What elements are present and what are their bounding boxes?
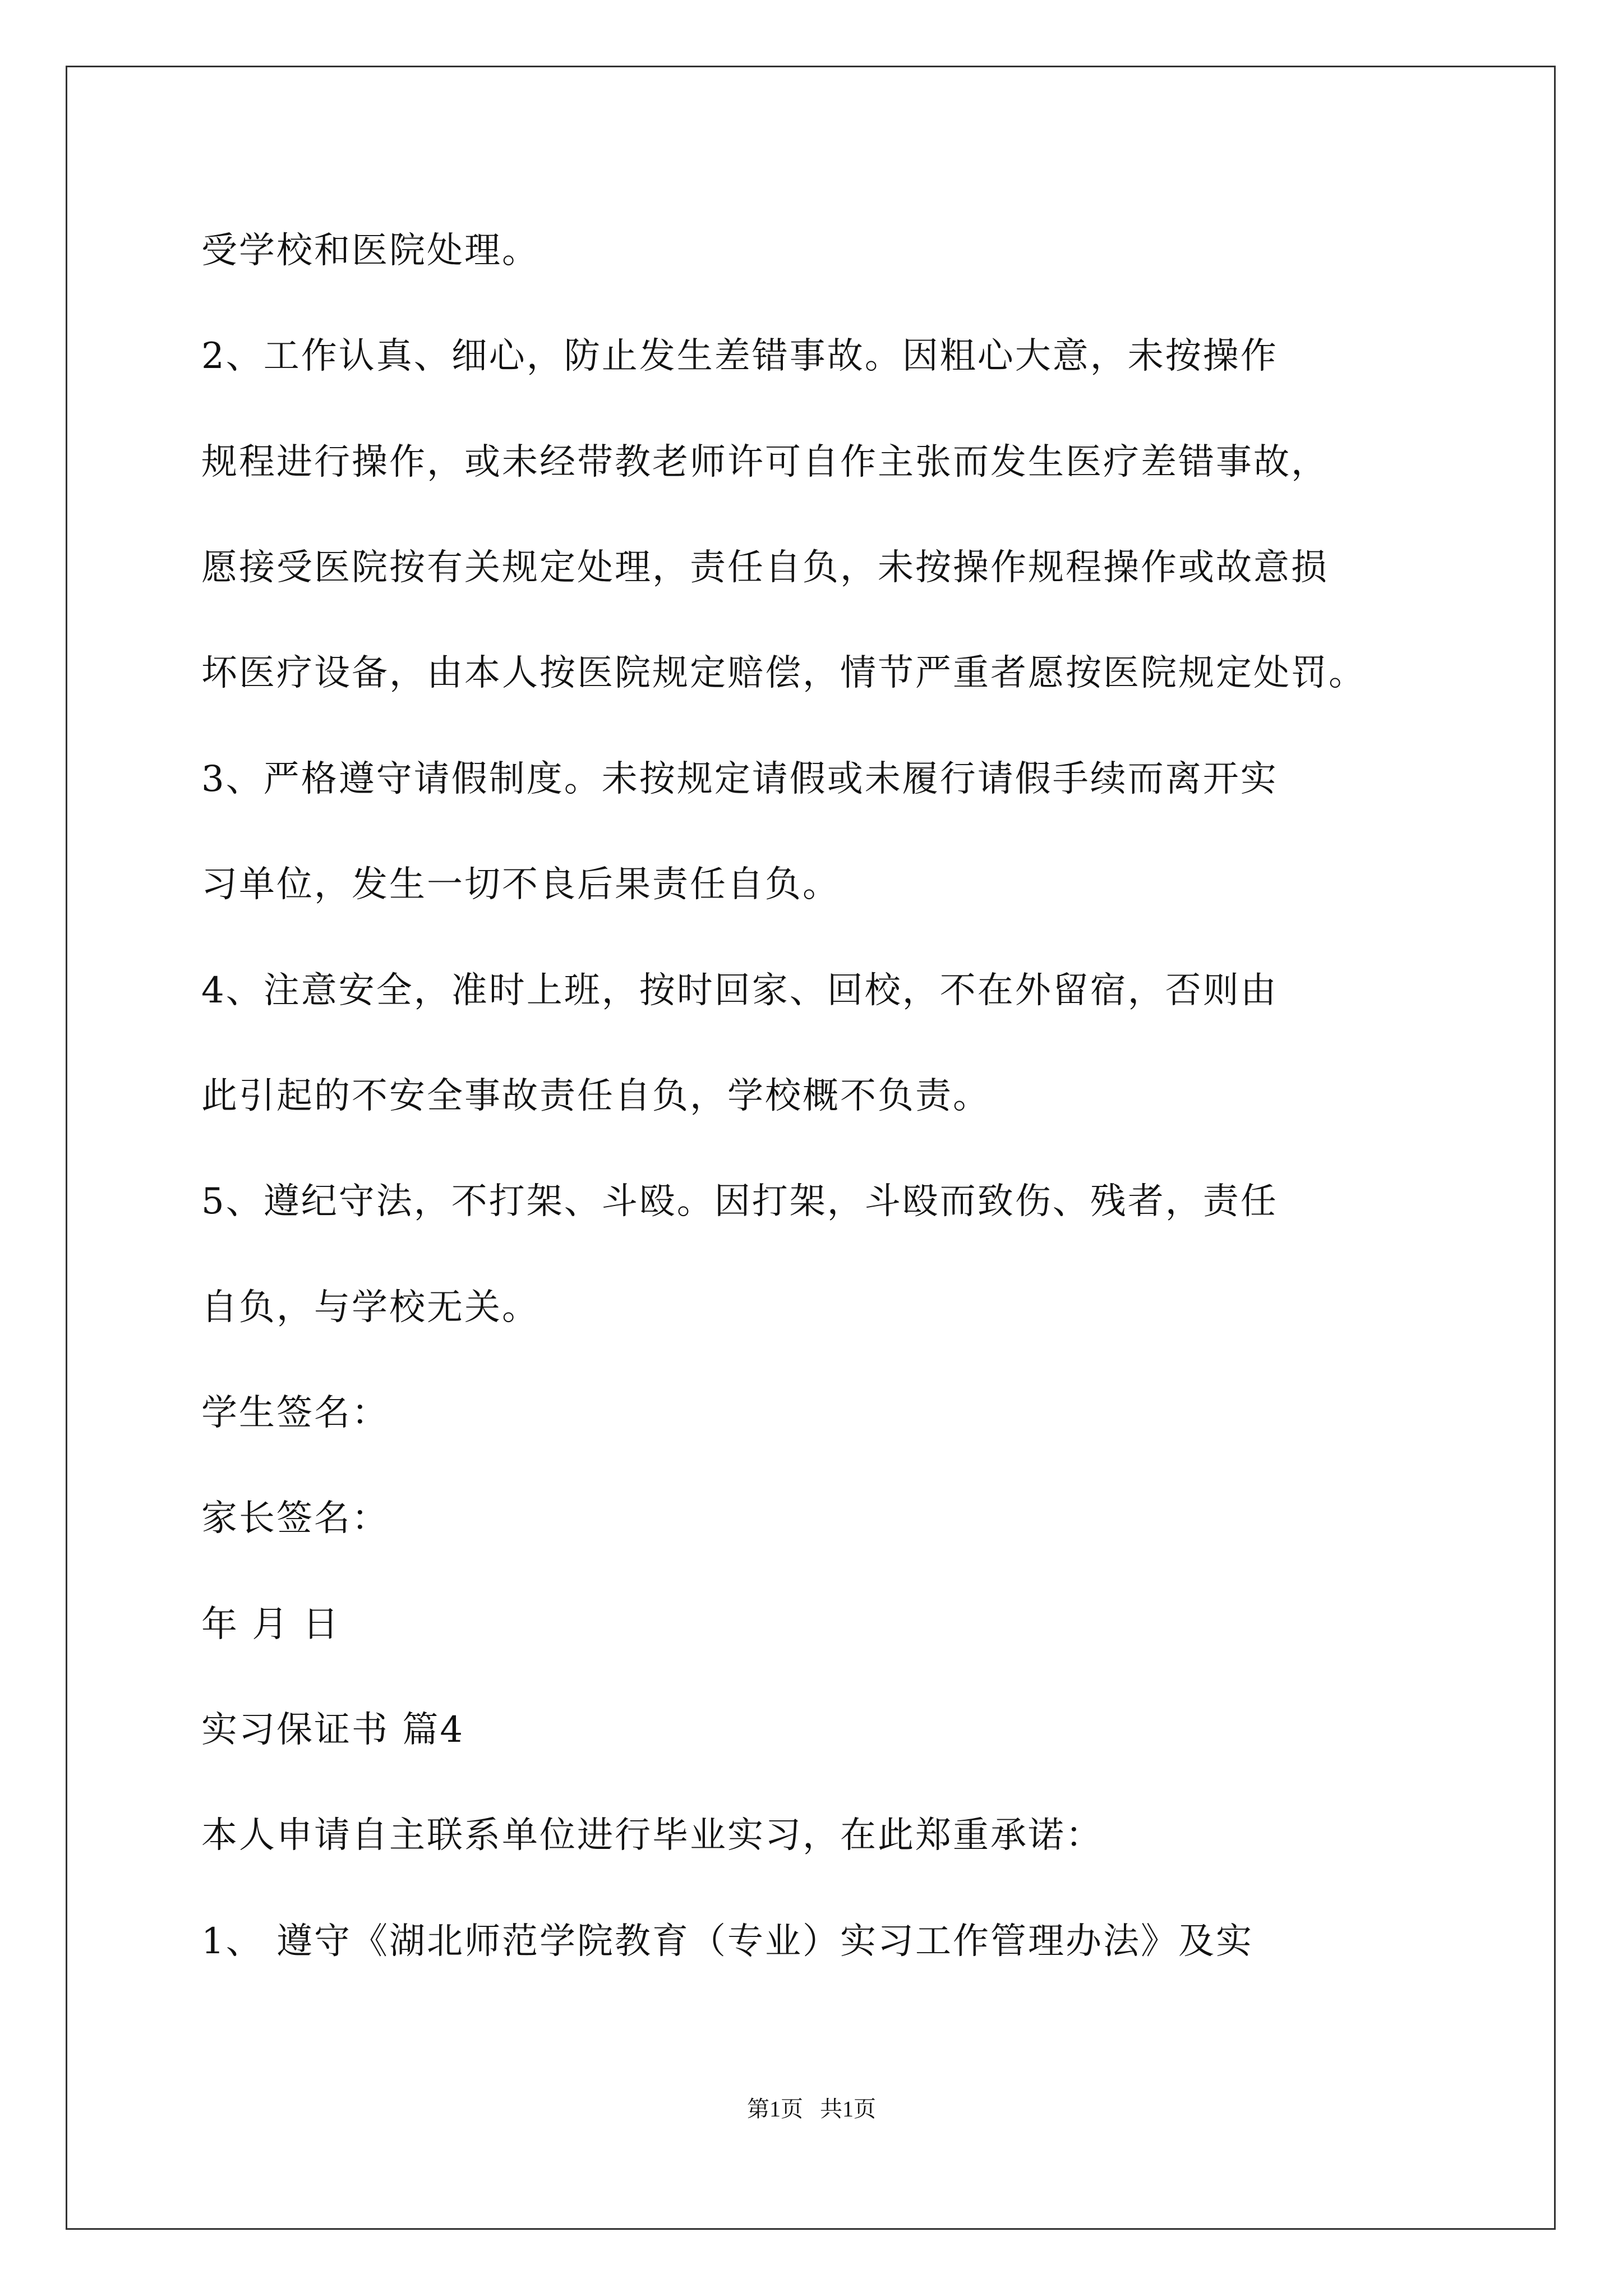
text-line: 受学校和医院处理。 [201,230,540,272]
page-border [66,66,1556,2230]
text-line: 4、注意安全，准时上班，按时回家、回校，不在外留宿，否则由 [201,970,1278,1011]
text-line: 5、遵纪守法，不打架、斗殴。因打架，斗殴而致伤、残者，责任 [201,1181,1278,1222]
page-footer: 第1页 共1页 [747,2096,876,2122]
parent-signature-line: 家长签名： [201,1498,389,1539]
text-line: 愿接受医院按有关规定处理，责任自负，未按操作规程操作或故意损 [201,547,1329,588]
text-line: 本人申请自主联系单位进行毕业实习，在此郑重承诺： [201,1815,1103,1856]
student-signature-line: 学生签名： [201,1392,389,1434]
text-line: 规程进行操作，或未经带教老师许可自作主张而发生医疗差错事故， [201,441,1329,483]
text-line: 习单位，发生一切不良后果责任自负。 [201,864,840,905]
section-heading: 实习保证书 篇4 [201,1709,465,1751]
text-line: 1、 遵守《湖北师范学院教育（专业）实习工作管理办法》及实 [201,1921,1254,1962]
text-line: 自负，与学校无关。 [201,1287,540,1328]
text-line: 坏医疗设备，由本人按医院规定赔偿，情节严重者愿按医院规定处罚。 [201,652,1366,694]
text-line: 3、严格遵守请假制度。未按规定请假或未履行请假手续而离开实 [201,758,1278,800]
text-line: 此引起的不安全事故责任自负，学校概不负责。 [201,1075,990,1117]
date-line: 年 月 日 [201,1604,340,1645]
text-line: 2、工作认真、细心，防止发生差错事故。因粗心大意，未按操作 [201,335,1278,377]
